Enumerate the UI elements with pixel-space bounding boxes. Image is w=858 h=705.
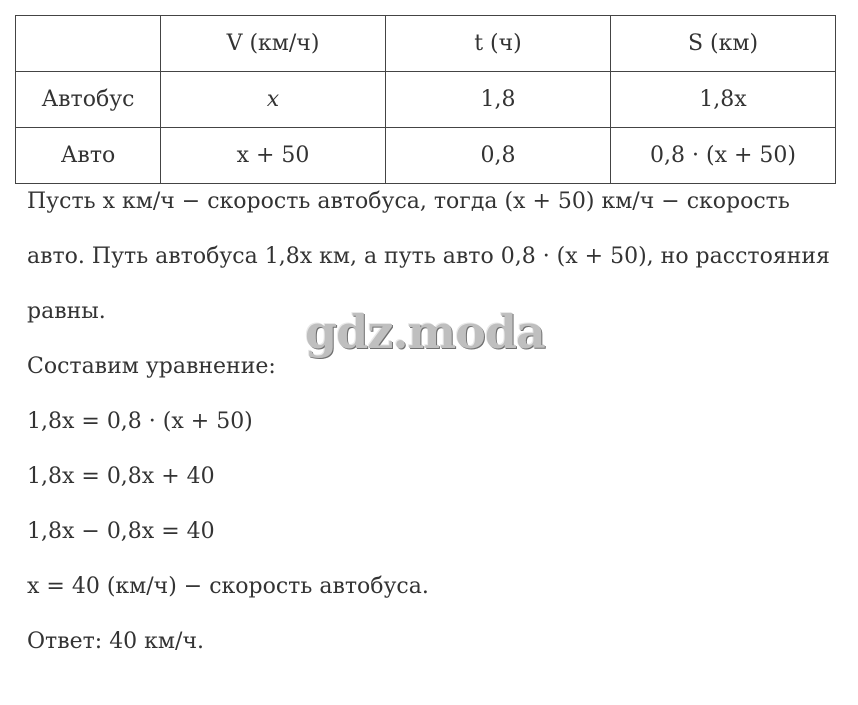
solution-line: Пусть x км/ч − скорость автобуса, тогда (x + 50) км/ч − скорость [27,189,790,214]
data-table [15,15,836,184]
table-header-row [16,16,836,72]
watermark-logo: gdz.moda [305,305,545,359]
table-cell: x + 50 [161,128,386,184]
table-header-cell: S (км) [611,16,836,72]
table-header-cell: t (ч) [386,16,611,72]
table-cell: Автобус [16,72,161,128]
equation-line: 1,8x − 0,8x = 40 [27,519,215,544]
result-line: x = 40 (км/ч) − скорость автобуса. [27,574,429,599]
table-cell: 0,8 [386,128,611,184]
table-cell: Авто [16,128,161,184]
solution-line: авто. Путь автобуса 1,8x км, а путь авто 0,8 · (x + 50), но расстояния [27,244,830,269]
solution-line: Составим уравнение: [27,354,276,379]
solution-line: равны. [27,299,106,324]
solution-text [27,182,852,677]
equation-line: 1,8x = 0,8 · (x + 50) [27,409,253,434]
equation-line: 1,8x = 0,8x + 40 [27,464,215,489]
table-row [16,72,836,128]
table-cell: 1,8 [386,72,611,128]
table-header-cell [16,16,161,72]
table-row [16,128,836,184]
answer-line: Ответ: 40 км/ч. [27,629,204,654]
table-cell: 1,8x [611,72,836,128]
table-header-cell: V (км/ч) [161,16,386,72]
table-cell: x [161,72,386,128]
table-cell: 0,8 · (x + 50) [611,128,836,184]
